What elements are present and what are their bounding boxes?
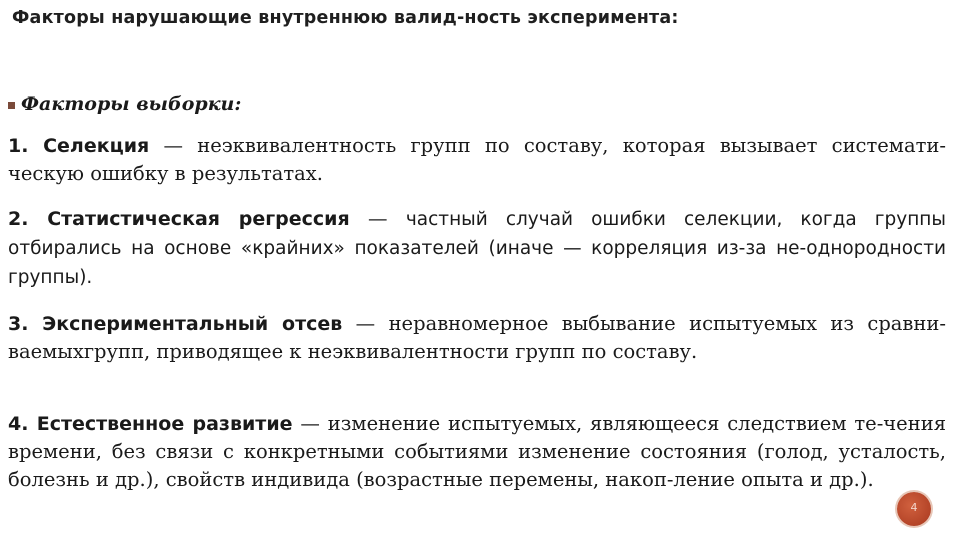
page-number-badge — [897, 492, 931, 526]
page-number: 4 — [910, 501, 918, 514]
list-item-maturation — [8, 410, 946, 494]
list-item-selection — [8, 132, 946, 188]
item-text: неэквивалентность групп по составу, которая вызывает системати-ческую ошибку в результатах. — [8, 134, 946, 185]
list-item-regression — [8, 205, 946, 292]
item-term: 4. Естественное развитие — [8, 413, 293, 435]
item-text: частный случай ошибки селекции, когда группы отбирались на основе «крайних» показателей (иначе — корреляция из-за не-однородности группы). — [8, 209, 946, 288]
section-heading — [8, 93, 241, 115]
item-dash: — — [342, 312, 389, 335]
square-bullet-icon — [8, 102, 15, 109]
item-term: 3. Экспериментальный отсев — [8, 313, 343, 335]
item-dash: — — [349, 207, 406, 230]
section-heading-text: Факторы выборки: — [21, 93, 242, 115]
item-term: 2. Статистическая регрессия — [8, 208, 350, 230]
item-dash: — — [149, 134, 198, 157]
list-item-attrition — [8, 310, 946, 366]
item-dash: — — [292, 412, 328, 435]
slide-title: Факторы нарушающие внутреннюю валид-ность эксперимента: — [12, 8, 679, 28]
item-text: неравномерное выбывание испытуемых из сравни-ваемыхгрупп, приводящее к неэквивалентности групп по составу. — [8, 312, 946, 363]
item-text: изменение испытуемых, являющееся следствием те-чения времени, без связи с конкретными событиями изменение состояния (голод, усталость, болезнь и др.), свойств индивида (возрастные перемены, накоп-ление опыта и др.). — [8, 412, 947, 491]
item-term: 1. Селекция — [8, 135, 150, 157]
